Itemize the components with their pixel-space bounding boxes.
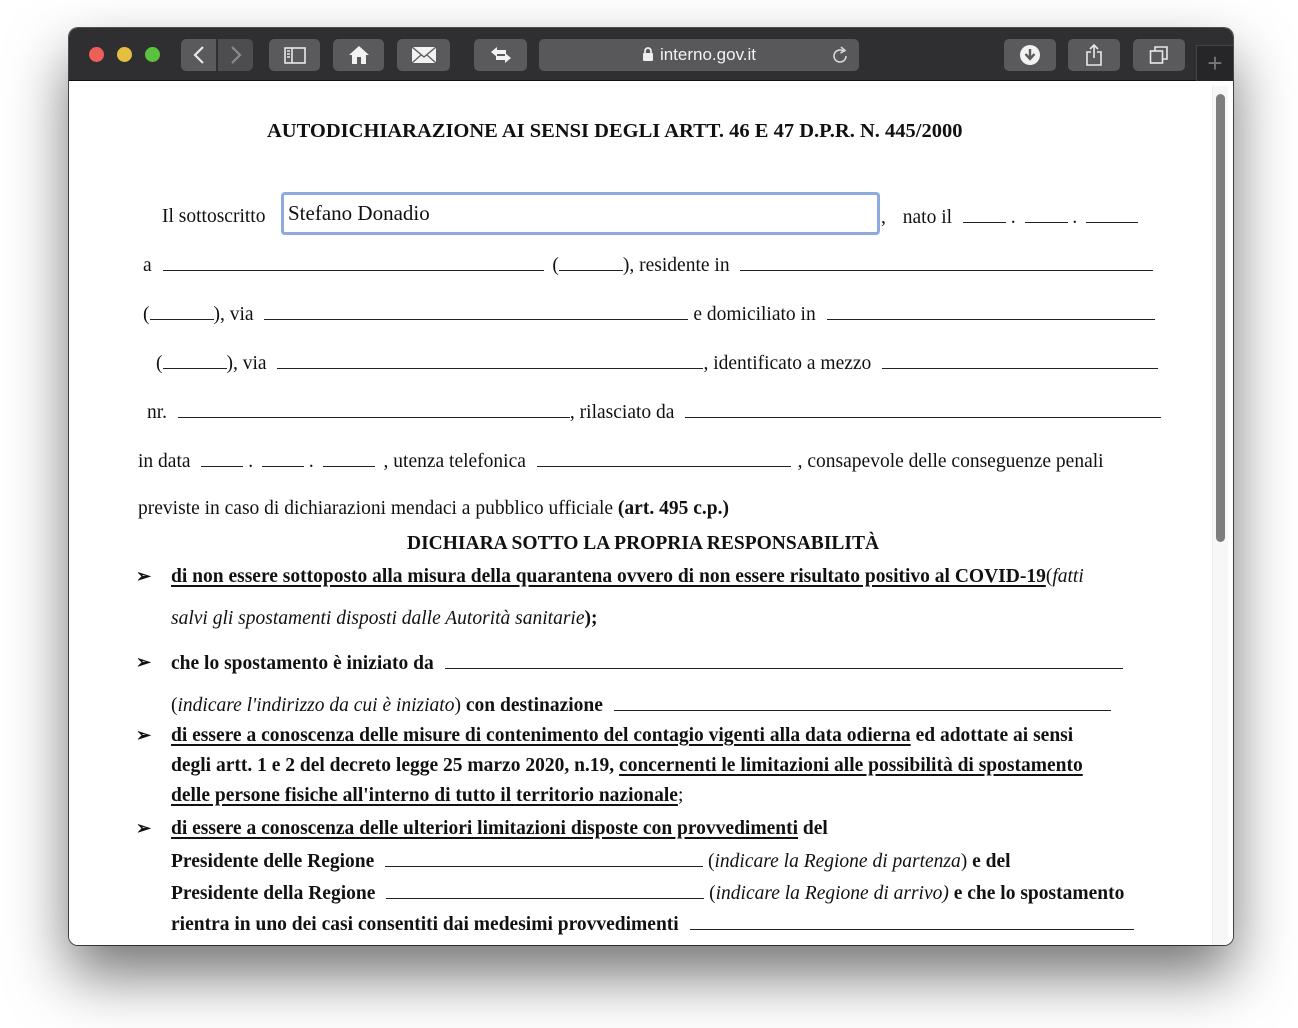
arrow-bullet-icon: ➢ (136, 652, 152, 672)
swap-icon (490, 46, 512, 64)
item4-text: del (798, 818, 828, 839)
item3-underlined-text: delle persone fisiche all'interno di tutto il territorio nazionale (171, 785, 678, 806)
paren: ( (171, 695, 178, 716)
open-paren: ( (143, 304, 150, 325)
share-button[interactable] (1068, 39, 1120, 71)
date-separator: . (308, 451, 314, 472)
arrow-bullet-icon: ➢ (136, 566, 152, 586)
consapevole-label: , consapevole delle conseguenze penali (797, 451, 1104, 472)
paren: ( (1045, 566, 1053, 587)
item3-underlined-text: concernenti le limitazioni alle possibilità di spostamento (619, 755, 1083, 776)
phone-field[interactable] (537, 450, 791, 467)
arrivo-hint: indicare la Regione di arrivo) (715, 883, 949, 904)
issue-month-field[interactable] (262, 450, 304, 467)
previste-text: previste in caso di dichiarazioni mendaci a pubblico ufficiale (138, 498, 618, 519)
utenza-label: , utenza telefonica (383, 451, 526, 472)
share-icon (1085, 43, 1103, 67)
vertical-scrollbar[interactable] (1212, 86, 1228, 945)
arrow-bullet-icon: ➢ (136, 818, 152, 838)
birth-month-field[interactable] (1025, 206, 1068, 223)
back-icon (193, 45, 205, 65)
domicile-province-field[interactable] (163, 352, 227, 369)
rilasciato-label: , rilasciato da (569, 402, 675, 423)
item4-underlined-text: di essere a conoscenza delle ulteriori limitazioni disposte con provvedimenti (171, 818, 799, 839)
back-button[interactable] (181, 39, 216, 71)
close-window-button[interactable] (89, 47, 104, 62)
browser-toolbar (69, 28, 1233, 81)
dichiara-heading: DICHIARA SOTTO LA PROPRIA RESPONSABILITÀ (407, 533, 880, 554)
item3-underlined-text: di essere a conoscenza delle misure di contenimento del contagio vigenti alla data odierna (171, 725, 911, 746)
item3-close: ; (677, 785, 684, 806)
document-number-field[interactable] (178, 401, 570, 418)
birth-place-field[interactable] (163, 254, 544, 271)
identificato-label: , identificato a mezzo (703, 353, 872, 374)
arrow-bullet-icon: ➢ (136, 725, 152, 745)
page-content: AUTODICHIARAZIONE AI SENSI DEGLI ARTT. 46 E 47 D.P.R. N. 445/2000 Il sottoscritto Stefano Donadio , nato il . . a ( ), residente in ( ), via e domiciliato in ( ), via , identificato a mezzo nr. , rilasciato da in data . . , utenza telefonica , consapevole delle conseguenze penali previste in caso di dichiarazioni mendaci a pubblico ufficiale (art. 495 c.p.) DICHIARA SOTTO LA PROPRIA RESPONSABILITÀ ➢ di non essere sottoposto alla misura della quarantena ovvero di non essere risultato positivo al COVID-19(fatti salvi gli spostamenti disposti dalle Autorità sanitarie); ➢ che lo spostamento è iniziato da (indicare l'indirizzo da cui è iniziato) con destinazione ➢ di essere a conoscenza delle misure di contenimento del contagio vigenti alla data odierna ed adottate ai sensi degli artt. 1 e 2 del decreto legge 25 marzo 2020, n.19, concernenti le limitazioni alle possibilità di spostamento delle persone fisiche all'interno di tutto il territorio nazionale; ➢ di essere a conoscenza delle ulteriori limitazioni disposte con provvedimenti del Presidente delle Regione (indicare la Regione di partenza) e del Presidente della Regione (indicare la Regione di arrivo) e che lo spostamento rientra in uno dei casi consentiti dai medesimi provvedimenti (69, 82, 1233, 945)
in-data-label: in data (138, 451, 191, 472)
downloads-button[interactable] (1004, 39, 1056, 71)
url-text: interno.gov.it (659, 45, 757, 64)
allowed-case-field[interactable] (690, 913, 1134, 930)
via-label: ), via (226, 353, 267, 374)
destination-field[interactable] (614, 694, 1111, 711)
mail-icon (411, 46, 437, 64)
mail-button[interactable] (397, 39, 450, 71)
domicile-city-field[interactable] (827, 303, 1155, 320)
issue-year-field[interactable] (323, 450, 375, 467)
date-separator: . (1072, 207, 1078, 228)
birth-province-field[interactable] (559, 254, 623, 271)
show-tabs-button[interactable] (1133, 39, 1185, 71)
item4-text: rientra in uno dei casi consentiti dai medesimi provvedimenti (171, 914, 679, 935)
presidente-partenza-label: Presidente delle Regione (171, 851, 375, 872)
residence-city-field[interactable] (740, 254, 1153, 271)
residence-province-field[interactable] (150, 303, 214, 320)
domicile-street-field[interactable] (277, 352, 703, 369)
id-document-field[interactable] (882, 352, 1158, 369)
home-button[interactable] (333, 39, 384, 71)
date-separator: . (1010, 207, 1016, 228)
sottoscritto-name-input[interactable] (281, 192, 880, 235)
maximize-window-button[interactable] (145, 47, 160, 62)
paren: ( (708, 851, 715, 872)
item3-text: degli artt. 1 e 2 del decreto legge 25 marzo 2020, n.19, (171, 755, 620, 776)
minimize-window-button[interactable] (117, 47, 132, 62)
page-title: AUTODICHIARAZIONE AI SENSI DEGLI ARTT. 46 E 47 D.P.R. N. 445/2000 (267, 120, 963, 142)
open-paren: ( (156, 353, 163, 374)
item4-text: e che lo spostamento (948, 883, 1125, 904)
forward-icon (230, 45, 242, 65)
download-icon (1019, 44, 1041, 66)
forward-button[interactable] (218, 39, 253, 71)
destinazione-label: con destinazione (465, 695, 603, 716)
birth-year-field[interactable] (1086, 206, 1138, 223)
sidebar-icon (284, 47, 306, 64)
item2-italic-text: indicare l'indirizzo da cui è iniziato (177, 695, 455, 716)
plus-icon: + (1207, 48, 1223, 78)
arrival-region-field[interactable] (386, 882, 704, 899)
partenza-hint: indicare la Regione di partenza (714, 851, 961, 872)
sidebar-button[interactable] (269, 39, 320, 71)
item1-underlined-text: di non essere sottoposto alla misura della quarantena ovvero di non essere risultato positivo al COVID-19 (171, 566, 1046, 587)
paren: ( (709, 883, 716, 904)
open-paren: ( (552, 255, 559, 276)
residente-label: ), residente in (622, 255, 730, 276)
browser-window (69, 28, 1233, 945)
via-label: ), via (213, 304, 254, 325)
reload-icon[interactable] (831, 45, 849, 65)
domiciliato-label: e domiciliato in (693, 304, 816, 325)
comma: , (881, 207, 886, 228)
item1-italic-continuation: salvi gli spostamenti disposti dalle Autorità sanitarie (171, 608, 585, 629)
item4-text: e del (967, 851, 1011, 872)
sottoscritto-label: Il sottoscritto (162, 206, 266, 227)
nr-label: nr. (147, 402, 168, 423)
tabs-icon (1149, 45, 1169, 65)
issued-by-field[interactable] (685, 401, 1161, 418)
issue-day-field[interactable] (201, 450, 243, 467)
item1-close: ); (584, 608, 598, 629)
lock-icon (642, 46, 654, 62)
date-separator: . (248, 451, 254, 472)
item3-text: ed adottate ai sensi (910, 725, 1074, 746)
presidente-arrivo-label: Presidente della Regione (171, 883, 376, 904)
item2-bold-text: che lo spostamento è iniziato da (171, 653, 434, 674)
new-tab-button[interactable] (1196, 45, 1233, 81)
departure-region-field[interactable] (385, 850, 703, 867)
scrollbar-thumb[interactable] (1216, 94, 1225, 542)
item1-italic-text: fatti (1052, 566, 1084, 587)
home-icon (348, 45, 370, 65)
nato-il-label: nato il (902, 207, 953, 228)
paren: ) (454, 695, 466, 716)
start-address-field[interactable] (445, 652, 1123, 669)
swap-button[interactable] (474, 39, 527, 71)
address-bar[interactable] (539, 39, 859, 71)
a-label: a (143, 255, 152, 276)
art-reference: (art. 495 c.p.) (617, 498, 729, 519)
residence-street-field[interactable] (264, 303, 688, 320)
birth-day-field[interactable] (963, 206, 1006, 223)
